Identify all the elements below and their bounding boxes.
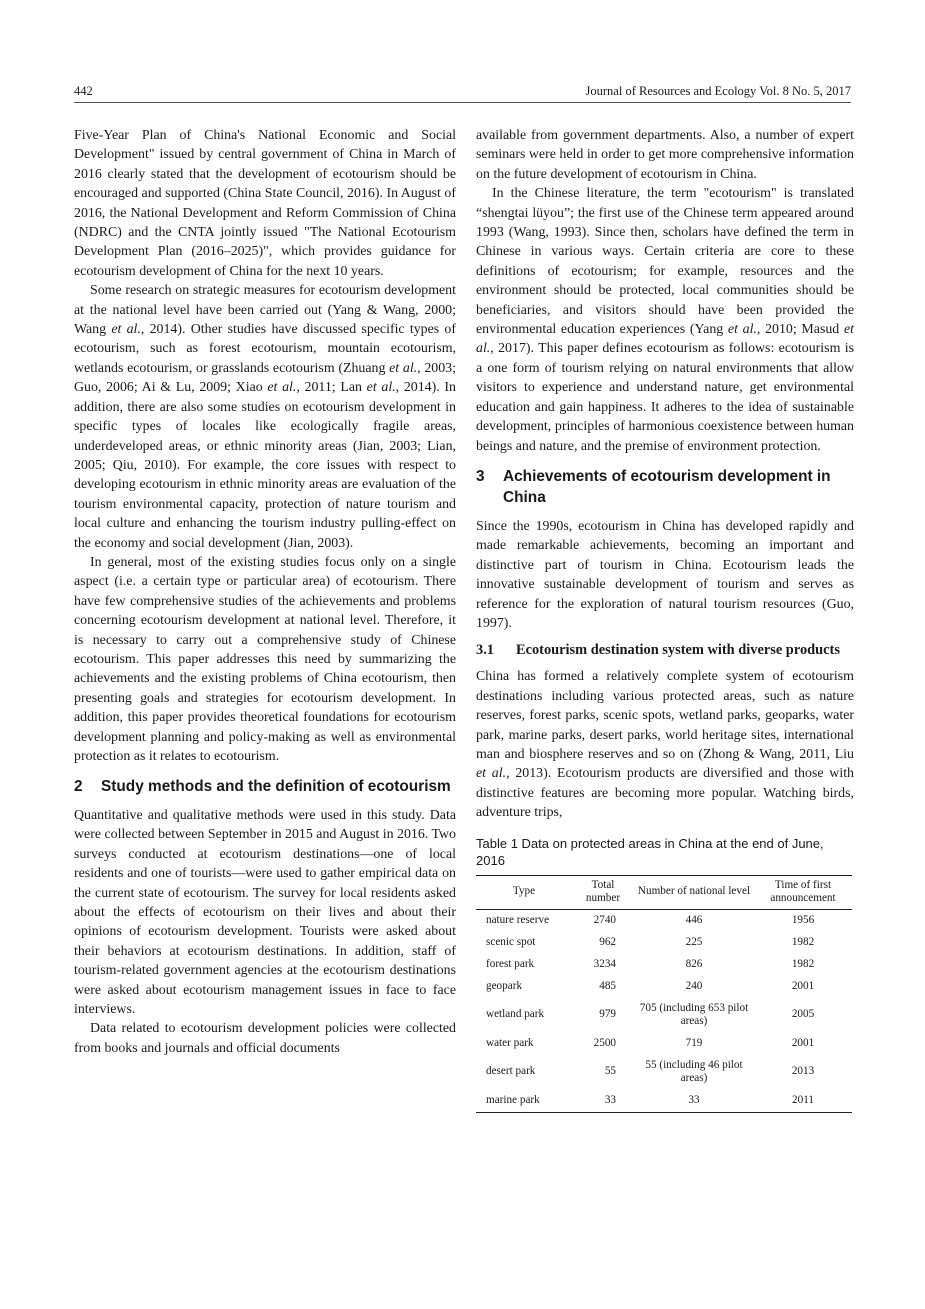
table-cell-total: 55	[604, 1065, 616, 1078]
page-number: 442	[74, 84, 93, 98]
table-cell-national: 33	[688, 1093, 700, 1106]
paragraph: China has formed a relatively complete system of ecotourism destinations including various protected areas, such as nature reserves, forest parks, scenic spots, wetland parks, geoparks, water park, marine parks, desert parks, world heritage sites, international man and biosphere reserves and so on (Zhong & Wang, 2011, Liu et al., 2013). Ecotourism products are diversified and those with distinctive features are becoming more popular. Watching birds, adventure trips,	[476, 669, 854, 821]
table-cell-national: 55 (including 46 pilot areas)	[645, 1058, 743, 1085]
table-row	[476, 976, 852, 998]
paragraph: available from government departments. Also, a number of expert seminars were held in order to get more comprehensive information on the future development of ecotourism in China.	[476, 128, 854, 182]
table-cell-national: 826	[685, 957, 703, 970]
subsection-number: 3.1	[476, 642, 494, 659]
journal-name: Journal of Resources and Ecology Vol. 8 No. 5, 2017	[585, 84, 851, 98]
table-cell-type: scenic spot	[486, 935, 536, 948]
table-cell-national: 705 (including 653 pilot areas)	[639, 1001, 749, 1028]
paragraph: Data related to ecotourism development policies were collected from books and journals and official documents	[74, 1021, 456, 1056]
table-cell-type: forest park	[486, 957, 535, 970]
header-time: Time of first announcement	[754, 875, 852, 909]
table-cell-type: desert park	[486, 1065, 536, 1078]
table-cell-type: nature reserve	[486, 913, 550, 926]
table-cell-time: 2005	[791, 1008, 815, 1021]
paragraph: Since the 1990s, ecotourism in China has developed rapidly and made remarkable achievements, becoming an important and distinctive part of tourism in China. Ecotourism leads the innovative sustainable development of tourism and serves as reference for the exploration of natural tourism resources (Guo, 1997).	[476, 518, 854, 631]
table-cell-total: 962	[599, 935, 616, 948]
table-cell-total: 979	[599, 1008, 616, 1021]
table-cell-national: 446	[685, 913, 703, 926]
right-column	[476, 126, 854, 1113]
table-cell-time: 2001	[791, 979, 815, 992]
running-header	[74, 84, 851, 103]
table-cell-total: 2500	[593, 1036, 616, 1049]
table-row	[476, 954, 852, 976]
paragraph: Five-Year Plan of China's National Economic and Social Development" issued by central government of China in March of 2016 clearly stated that the development of ecotourism should be encouraged and supported (China State Council, 2016). In August of 2016, the National Development and Reform Commission of China (NDRC) and the CNTA jointly issued "The National Ecotourism Development Plan (2016–2025)", which provides guidance for ecotourism development of China for the next 10 years.	[74, 128, 456, 279]
header-type: Type	[476, 875, 572, 909]
table-row	[476, 909, 852, 932]
table-cell-type: water park	[486, 1036, 534, 1049]
subsection-heading	[476, 639, 854, 661]
table-cell-national: 719	[685, 1036, 703, 1049]
table-row	[476, 932, 852, 954]
table-cell-time: 1982	[791, 957, 815, 970]
table-header-row	[476, 875, 852, 909]
table-cell-type: geopark	[486, 979, 523, 992]
table-cell-national: 225	[685, 935, 703, 948]
section-heading	[476, 466, 854, 509]
section-heading	[74, 776, 456, 798]
header-total: Total number	[572, 875, 634, 909]
table-cell-time: 2013	[791, 1065, 815, 1078]
section-title: Study methods and the definition of ecotourism	[101, 778, 451, 796]
table-row	[476, 998, 852, 1033]
subsection-title: Ecotourism destination system with diverse products	[516, 642, 840, 659]
table-cell-national: 240	[685, 979, 703, 992]
table-cell-total: 3234	[593, 957, 616, 970]
paragraph: Quantitative and qualitative methods were used in this study. Data were collected between September in 2015 and August in 2016. Two surveys conducted at ecotourism destinations—one of local residents and one of tourists—were used to gather empirical data on the current state of ecotourism. The survey for local residents asked about the effects of ecotourism on their lives and about their opinions of ecotourism development. Tourists were asked about their behaviors at ecotourism destinations. In addition, staff of tourism-related government agencies at the ecotourism destinations were asked about ecotourism management issues in face to face interviews.	[74, 807, 456, 1017]
table-row	[476, 1090, 852, 1113]
protected-areas-table	[476, 875, 852, 1113]
paragraph: In general, most of the existing studies focus only on a single aspect (i.e. a certain type or particular area) of ecotourism. There have few comprehensive studies of the achievements and problems concerning ecotourism development at national level. Therefore, it is necessary to carry out a comprehensive study of Chinese ecotourism. This paper addresses this need by summarizing the achievements and the existing problems of China ecotourism, then presenting goals and strategies for ecotourism development. In addition, this paper provides theoretical foundations for ecotourism development planning and policy-making as well as environmental protection as it relates to ecotourism.	[74, 554, 456, 764]
paragraph: In the Chinese literature, the term "ecotourism" is translated “shengtai lüyou”; the first use of the Chinese term appeared around 1993 (Wang, 1993). Since then, scholars have defined the term in Chinese in various ways. Certain criteria are core to these definitions of ecotourism; for example, resources and the environment should be protected, local communities should be beneficiaries, and visitors should have been provided the environmental education experiences (Yang et al., 2010; Masud et al., 2017). This paper defines ecotourism as follows: ecotourism is a one form of tourism relying on natural environments that allow visitors to experience and understand nature, get environmental education and gain happiness. It adheres to the idea of sustainable development, principles of harmonious coexistence between human beings and nature, and the premise of environment protection.	[476, 186, 854, 454]
table-cell-time: 1982	[791, 935, 815, 948]
table-row	[476, 1033, 852, 1055]
table-cell-time: 2011	[792, 1093, 814, 1106]
section-number: 2	[74, 778, 83, 796]
table-row	[476, 1055, 852, 1090]
table-cell-total: 33	[604, 1093, 616, 1106]
table-cell-total: 2740	[593, 913, 616, 926]
section-title: Achievements of ecotourism development in China	[503, 467, 831, 507]
left-column	[74, 126, 456, 1058]
table-cell-type: marine park	[486, 1093, 540, 1106]
section-number: 3	[476, 467, 485, 485]
table-cell-type: wetland park	[486, 1008, 545, 1021]
table-cell-time: 2001	[791, 1036, 815, 1049]
header-national: Number of national level	[634, 875, 754, 909]
table-cell-total: 485	[599, 979, 616, 992]
paragraph: Some research on strategic measures for ecotourism development at the national level have been carried out (Yang & Wang, 2000; Wang et al., 2014). Other studies have discussed specific types of ecotourism, such as forest ecotourism, mountain ecotourism, wetlands ecotourism, or grasslands ecotourism (Zhuang et al., 2003; Guo, 2006; Ai & Lu, 2009; Xiao et al., 2011; Lan et al., 2014). In addition, there are also some studies on ecotourism development in specific types of locales like ecologically fragile areas, underdeveloped areas, or ethnic minority areas (Jian, 2003; Lian, 2005; Qiu, 2010). For example, the core issues with respect to developing ecotourism in ethnic minority areas are evaluation of the tourism environmental capacity, protection of nature tourism and local culture and enhancing the tourism industry pulling-effect on the economy and social development (Jian, 2003).	[74, 283, 456, 551]
table-caption: Table 1 Data on protected areas in China at the end of June, 2016	[476, 835, 824, 868]
table-cell-time: 1956	[791, 913, 815, 926]
